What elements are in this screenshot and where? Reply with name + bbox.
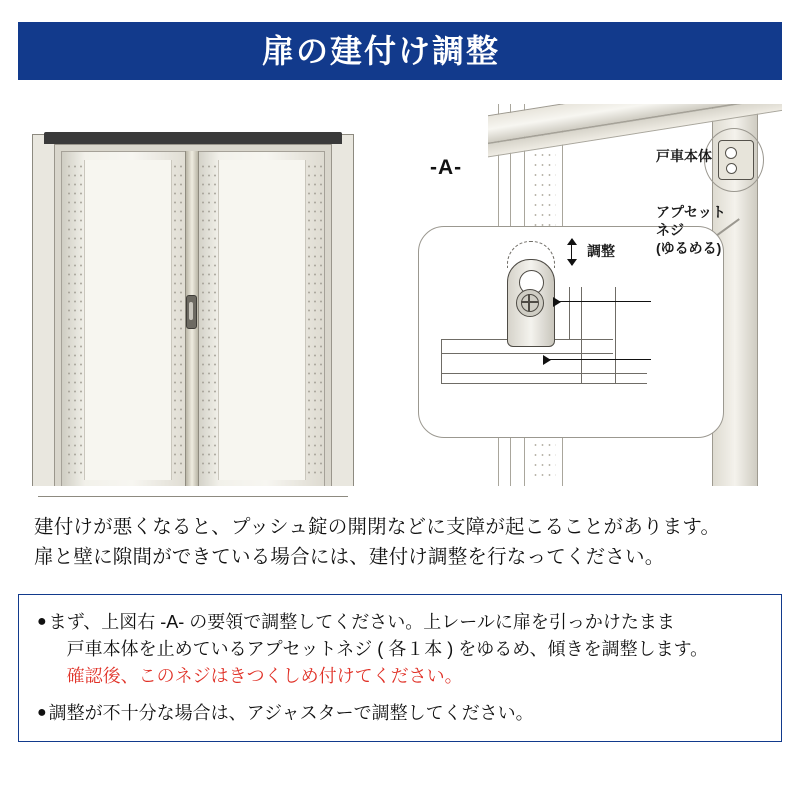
label-upset-screw-line1: アプセット — [656, 204, 726, 220]
push-lock-handle-icon — [186, 295, 197, 329]
page-header — [18, 22, 782, 80]
roller-body-leader — [559, 301, 651, 302]
locker-base-line — [38, 496, 348, 497]
bullet-icon-2: ● — [37, 704, 47, 721]
bubble-rail-inner — [569, 287, 570, 339]
door-left-panel — [84, 160, 172, 480]
page-title: 扉の建付け調整 — [262, 33, 501, 69]
bullet-icon: ● — [37, 613, 47, 630]
locker-frame — [54, 144, 332, 492]
magnified-detail-bubble — [418, 226, 724, 438]
note-item-1-body — [49, 609, 763, 690]
description-line-2: 扉と壁に隙間ができている場合には、建付け調整を行なってください。 — [34, 546, 665, 569]
bubble-rail-mid — [441, 353, 613, 354]
note-1-line-2: 戸車本体を止めているアプセットネジ ( 各１本 ) をゆるめ、傾きを調整します。 — [66, 639, 709, 659]
description-line-1: 建付けが悪くなると、プッシュ錠の開閉などに支障が起こることがあります。 — [34, 516, 721, 538]
bubble-rail-left — [441, 339, 442, 383]
door-right-texture-b — [306, 162, 324, 478]
door-right-panel — [218, 160, 306, 480]
label-upset-screw-line2: ネジ — [656, 221, 684, 238]
upset-screw-ring — [521, 294, 539, 312]
notes-box — [18, 594, 782, 742]
door-right-texture-a — [200, 162, 218, 478]
note-1-line-1: まず、上図右 -A- の要領で調整してください。上レールに扉を引っかけたまま — [48, 612, 675, 632]
note-item-2-body — [49, 700, 763, 727]
bubble-rail-bottom2 — [441, 383, 647, 384]
roller-body-leader-arrow — [553, 297, 561, 307]
note-item-2 — [37, 700, 763, 727]
detail-label-a: -A- — [430, 156, 463, 179]
locker-top-cap — [44, 132, 342, 144]
illustration-area — [18, 96, 782, 506]
screw-leader-arrow — [543, 355, 551, 365]
description-paragraph — [34, 512, 774, 572]
detail-figure — [408, 96, 782, 506]
label-roller-body: 戸車本体 — [656, 148, 712, 164]
screw-leader — [549, 359, 651, 360]
label-upset-screw-line3: (ゆるめる) — [656, 239, 722, 256]
callout-circle — [704, 128, 764, 192]
note-item-1 — [37, 609, 763, 690]
adjust-arrow-icon — [571, 239, 572, 265]
label-adjust: 調整 — [587, 243, 615, 259]
locker-figure — [32, 114, 354, 506]
door-left — [61, 151, 191, 487]
door-right — [195, 151, 325, 487]
note-2-line-1: 調整が不十分な場合は、アジャスターで調整してください。 — [48, 703, 534, 723]
label-upset-screw — [656, 204, 726, 258]
note-1-line-3-warning: 確認後、このネジはきつくしめ付けてください。 — [66, 666, 463, 686]
door-left-texture-a — [66, 162, 84, 478]
